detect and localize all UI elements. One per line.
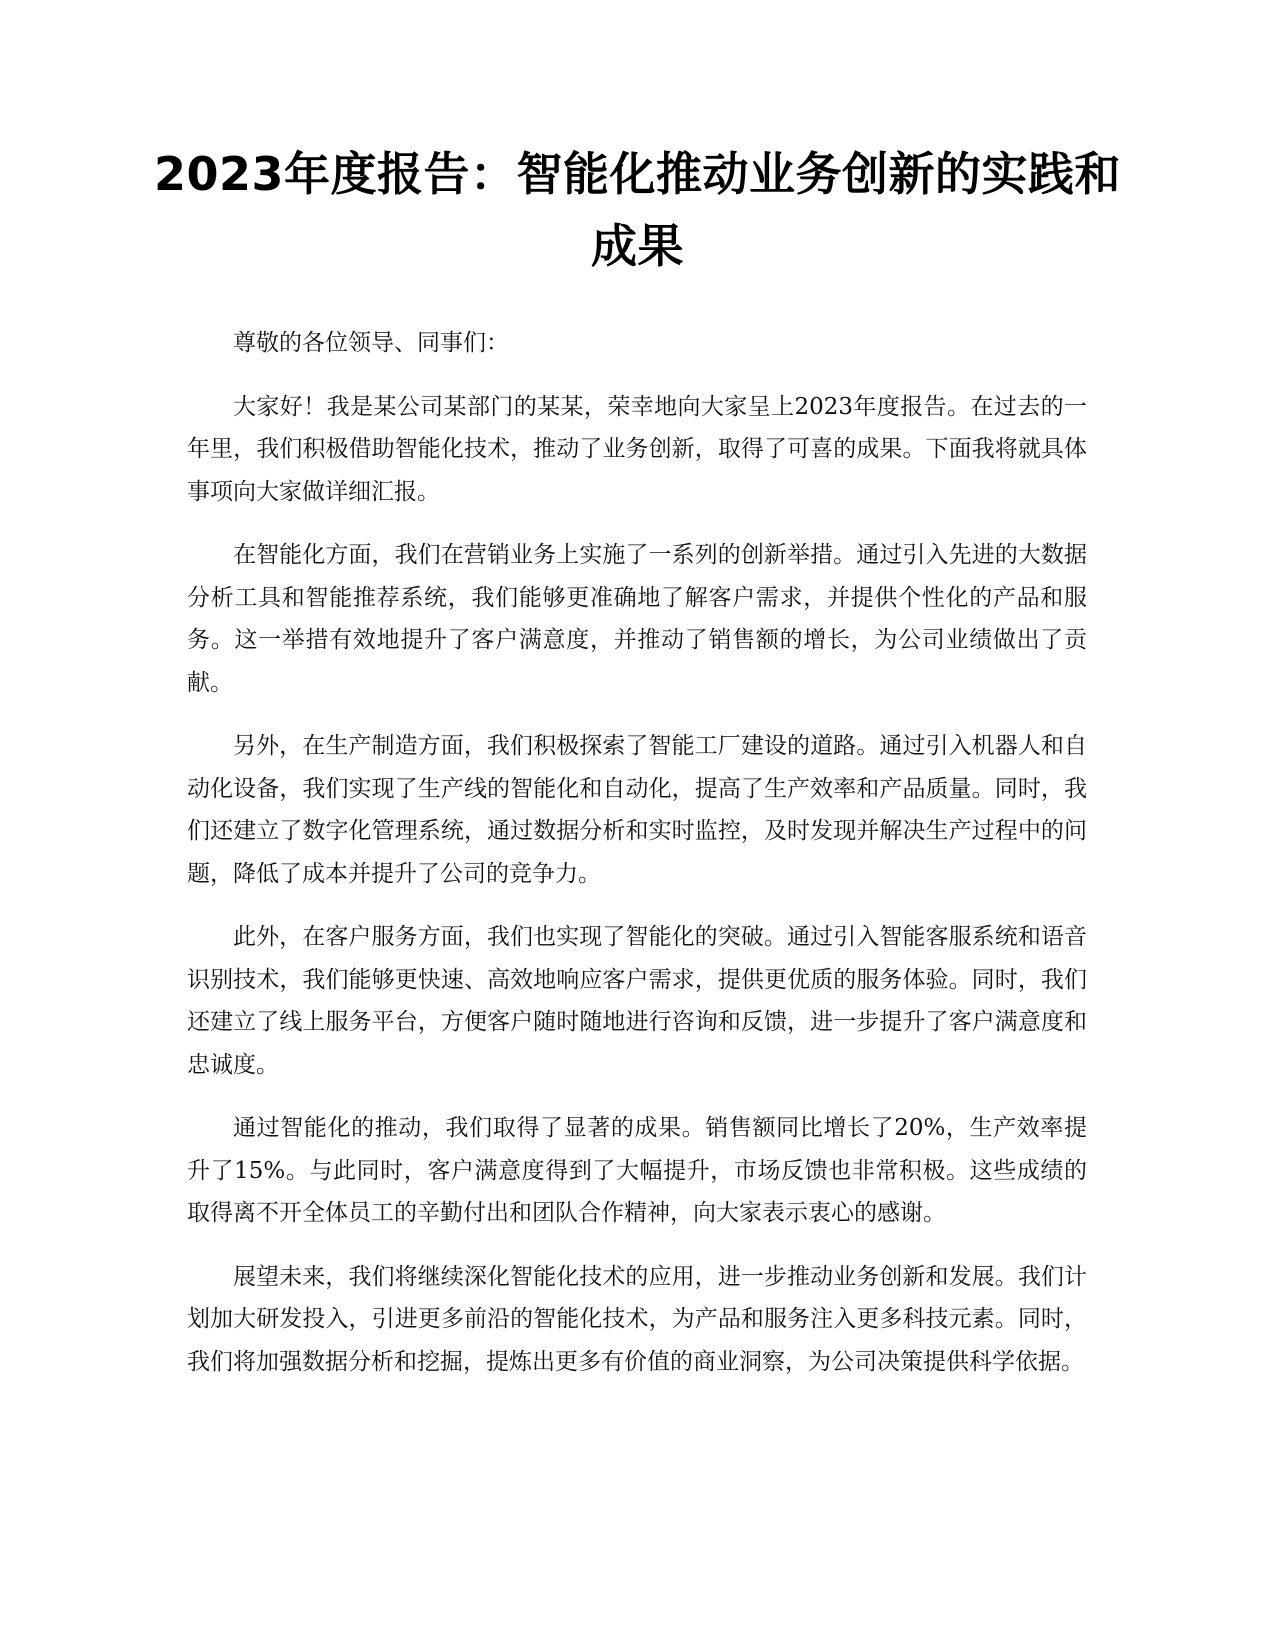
paragraph-outlook: 展望未来，我们将继续深化智能化技术的应用，进一步推动业务创新和发展。我们计划加大研发投入，引进更多前沿的智能化技术，为产品和服务注入更多科技元素。同时，我们将加强数据分析和挖掘，提炼出更多有价值的商业洞察，为公司决策提供科学依据。 bbox=[187, 1263, 1087, 1375]
paragraph-marketing: 在智能化方面，我们在营销业务上实施了一系列的创新举措。通过引入先进的大数据分析工具和智能推荐系统，我们能够更准确地了解客户需求，并提供个性化的产品和服务。这一举措有效地提升了客户满意度，并推动了销售额的增长，为公司业绩做出了贡献。 bbox=[187, 542, 1087, 696]
paragraph-customer-service: 此外，在客户服务方面，我们也实现了智能化的突破。通过引入智能客服系统和语音识别技术，我们能够更快速、高效地响应客户需求，提供更优质的服务体验。同时，我们还建立了线上服务平台，方便客户随时随地进行咨询和反馈，进一步提升了客户满意度和忠诚度。 bbox=[187, 924, 1087, 1078]
paragraph-results: 通过智能化的推动，我们取得了显著的成果。销售额同比增长了20%，生产效率提升了15%。与此同时，客户满意度得到了大幅提升，市场反馈也非常积极。这些成绩的取得离不开全体员工的辛勤付出和团队合作精神，向大家表示衷心的感谢。 bbox=[187, 1115, 1087, 1226]
document-body bbox=[187, 322, 1087, 1404]
document-title: 2023年度报告：智能化推动业务创新的实践和成果 bbox=[153, 147, 1122, 273]
paragraph-introduction: 大家好！我是某公司某部门的某某，荣幸地向大家呈上2023年度报告。在过去的一年里，我们积极借助智能化技术，推动了业务创新，取得了可喜的成果。下面我将就具体事项向大家做详细汇报。 bbox=[187, 393, 1087, 505]
paragraph-greeting: 尊敬的各位领导、同事们： bbox=[233, 330, 509, 356]
paragraph-manufacturing: 另外，在生产制造方面，我们积极探索了智能工厂建设的道路。通过引入机器人和自动化设备，我们实现了生产线的智能化和自动化，提高了生产效率和产品质量。同时，我们还建立了数字化管理系统，通过数据分析和实时监控，及时发现并解决生产过程中的问题，降低了成本并提升了公司的竞争力。 bbox=[187, 733, 1087, 887]
